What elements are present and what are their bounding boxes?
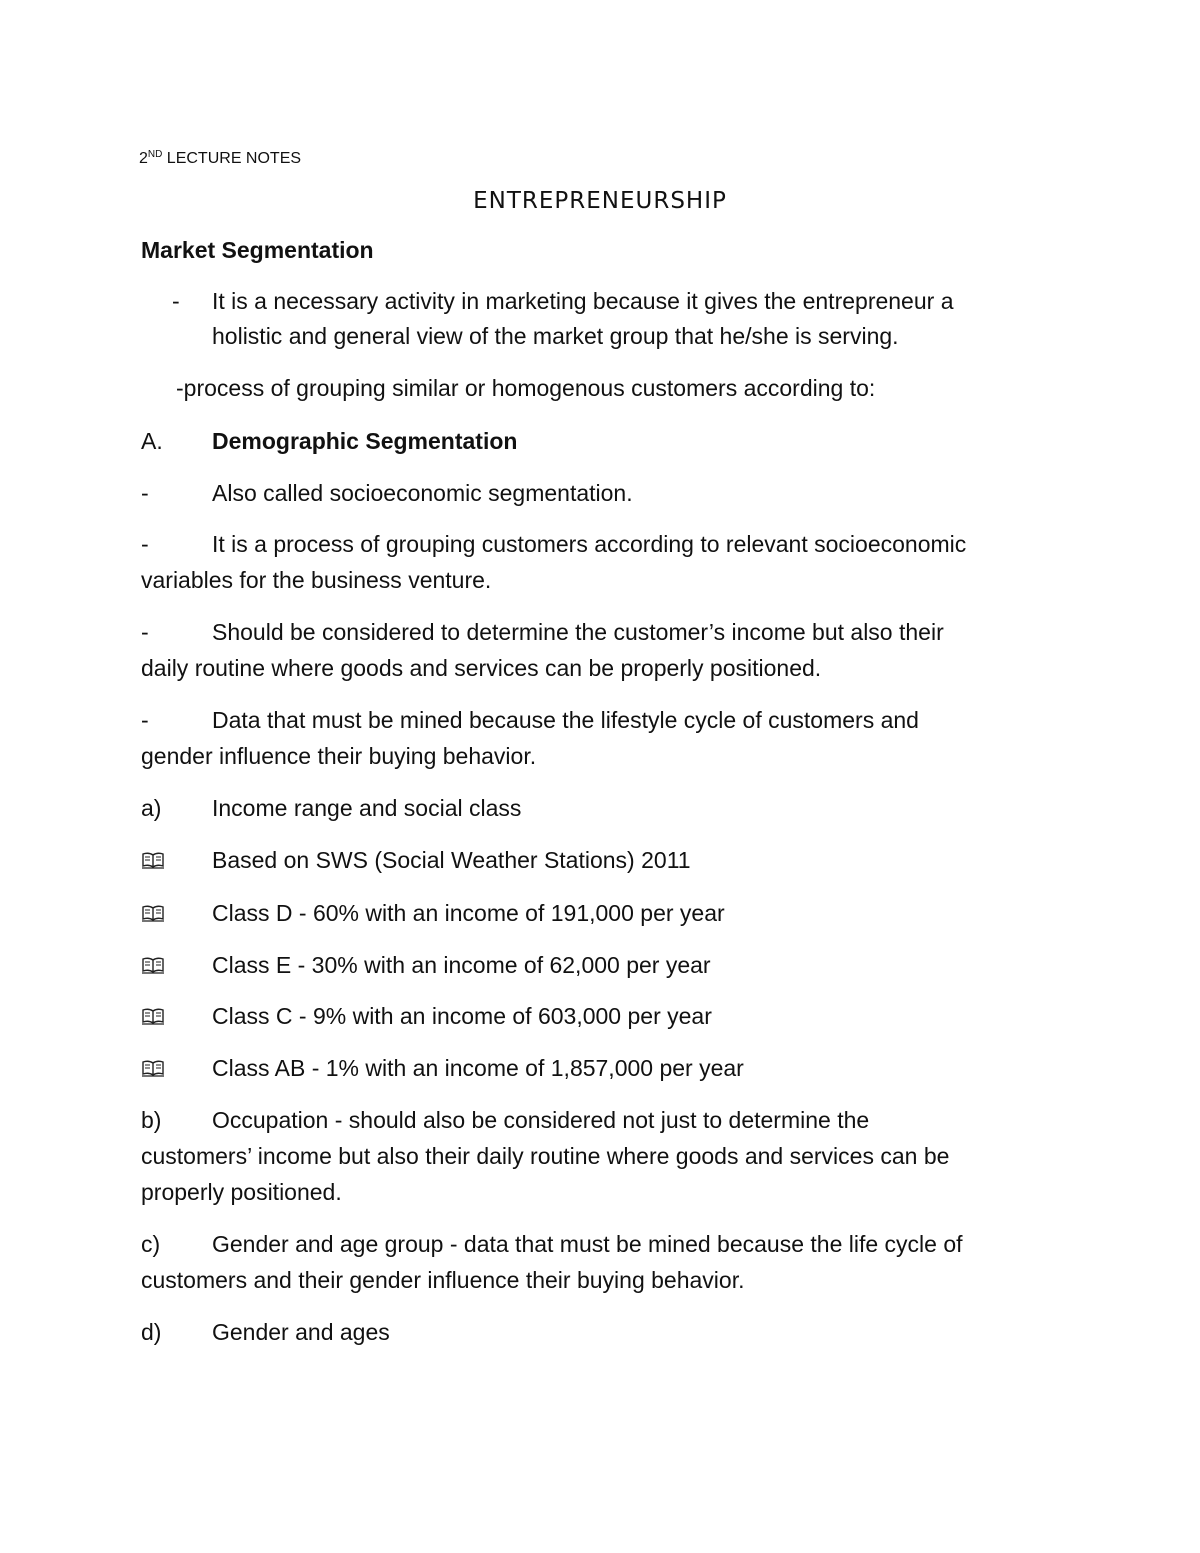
bullet-3: Class E - 30% with an income of 62,000 per year — [212, 952, 711, 978]
bullet-4: Class C - 9% with an income of 603,000 per year — [212, 1003, 712, 1029]
intro-process: -process of grouping similar or homogenous customers according to: — [176, 375, 876, 401]
intro-line-1: It is a necessary activity in marketing because it gives the entrepreneur a — [212, 288, 954, 314]
lecture-ordinal-suffix: ND — [147, 149, 163, 160]
sub-a-marker: a) — [141, 795, 162, 821]
point-1-dash: - — [141, 480, 149, 506]
sub-a-text: Income range and social class — [212, 795, 522, 821]
sub-b-line-3: properly positioned. — [141, 1179, 342, 1205]
point-2-dash: - — [141, 531, 149, 557]
intro-line-2: holistic and general view of the market group that he/she is serving. — [212, 323, 899, 349]
point-4-line-2: gender influence their buying behavior. — [141, 743, 537, 769]
book-bullet-icon — [141, 903, 165, 923]
lecture-number: 2 — [139, 150, 148, 167]
point-3-line-1: Should be considered to determine the customer’s income but also their — [212, 619, 944, 645]
book-bullet-icon — [141, 1006, 165, 1026]
sub-d-marker: d) — [141, 1319, 162, 1345]
book-bullet-icon — [141, 1058, 165, 1078]
sub-d-text: Gender and ages — [212, 1319, 390, 1345]
point-2-line-2: variables for the business venture. — [141, 567, 492, 593]
section-a-heading: Demographic Segmentation — [212, 428, 518, 454]
lecture-label — [139, 144, 301, 170]
sub-c-marker: c) — [141, 1231, 161, 1257]
bullet-1: Based on SWS (Social Weather Stations) 2011 — [212, 847, 691, 873]
lecture-label-text: LECTURE NOTES — [162, 150, 302, 167]
sub-b-marker: b) — [141, 1107, 162, 1133]
book-bullet-icon — [141, 850, 165, 870]
sub-c-line-1: Gender and age group - data that must be mined because the life cycle of — [212, 1231, 963, 1257]
point-1-line-1: Also called socioeconomic segmentation. — [212, 480, 633, 506]
point-3-line-2: daily routine where goods and services can be properly positioned. — [141, 655, 822, 681]
book-bullet-icon — [141, 955, 165, 975]
point-4-line-1: Data that must be mined because the lifestyle cycle of customers and — [212, 707, 919, 733]
intro-dash: - — [172, 288, 180, 314]
document-title: ENTREPRENEURSHIP — [473, 188, 727, 214]
point-2-line-1: It is a process of grouping customers according to relevant socioeconomic — [212, 531, 967, 557]
point-3-dash: - — [141, 619, 149, 645]
bullet-5: Class AB - 1% with an income of 1,857,000 per year — [212, 1055, 744, 1081]
section-heading: Market Segmentation — [141, 237, 374, 263]
sub-b-line-1: Occupation - should also be considered not just to determine the — [212, 1107, 870, 1133]
bullet-2: Class D - 60% with an income of 191,000 per year — [212, 900, 725, 926]
section-a-marker: A. — [141, 428, 163, 454]
sub-c-line-2: customers and their gender influence their buying behavior. — [141, 1267, 745, 1293]
point-4-dash: - — [141, 707, 149, 733]
sub-b-line-2: customers’ income but also their daily routine where goods and services can be — [141, 1143, 950, 1169]
